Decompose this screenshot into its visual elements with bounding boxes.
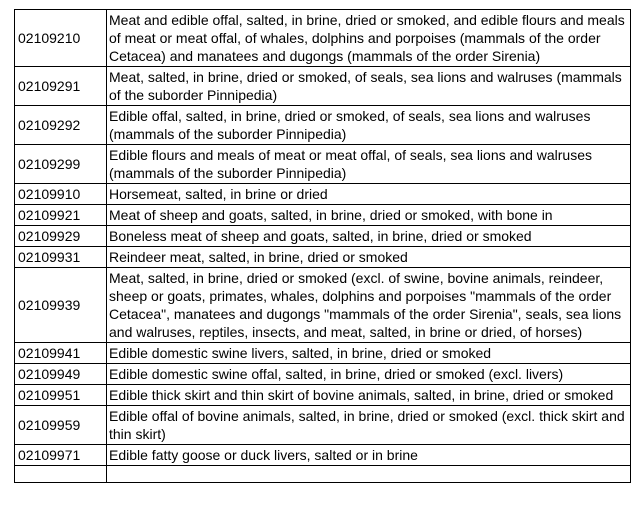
table-row xyxy=(15,145,631,184)
commodity-code: 02109292 xyxy=(15,106,107,145)
table-cell-empty xyxy=(107,466,631,483)
commodity-code: 02109941 xyxy=(15,343,107,364)
commodity-description: Meat, salted, in brine, dried or smoked, of seals, sea lions and walruses (mammals of the suborder Pinnipedia) xyxy=(107,67,631,106)
table-row xyxy=(15,406,631,445)
commodity-code: 02109931 xyxy=(15,247,107,268)
commodity-description: Meat, salted, in brine, dried or smoked (excl. of swine, bovine animals, reindeer, sheep or goats, primates, whales, dolphins and porpoises "mammals of the order Cetacea", manatees and dugongs "mammals of the order Sirenia", seals, sea lions and walruses, reptiles, insects, and meat, salted, in brine or dried, of horses) xyxy=(107,268,631,343)
commodity-code: 02109951 xyxy=(15,385,107,406)
commodity-code: 02109210 xyxy=(15,10,107,67)
commodity-description: Edible offal, salted, in brine, dried or smoked, of seals, sea lions and walruses (mammals of the suborder Pinnipedia) xyxy=(107,106,631,145)
commodity-description: Meat and edible offal, salted, in brine, dried or smoked, and edible flours and meals of meat or meat offal, of whales, dolphins and porpoises (mammals of the order Cetacea) and manatees and dugongs (mammals of the order Sirenia) xyxy=(107,10,631,67)
table-row-cut-off xyxy=(15,466,631,483)
table-row xyxy=(15,106,631,145)
commodity-code: 02109949 xyxy=(15,364,107,385)
commodity-code: 02109299 xyxy=(15,145,107,184)
table-row xyxy=(15,343,631,364)
commodity-code: 02109910 xyxy=(15,184,107,205)
commodity-code: 02109291 xyxy=(15,67,107,106)
commodity-code-table xyxy=(14,9,631,483)
table-row xyxy=(15,226,631,247)
commodity-description: Edible domestic swine livers, salted, in brine, dried or smoked xyxy=(107,343,631,364)
commodity-code: 02109921 xyxy=(15,205,107,226)
document-page xyxy=(14,9,630,483)
table-row xyxy=(15,67,631,106)
table-row xyxy=(15,385,631,406)
table-row xyxy=(15,184,631,205)
commodity-description: Edible thick skirt and thin skirt of bovine animals, salted, in brine, dried or smoked xyxy=(107,385,631,406)
table-row xyxy=(15,247,631,268)
table-cell-empty xyxy=(15,466,107,483)
commodity-description: Boneless meat of sheep and goats, salted, in brine, dried or smoked xyxy=(107,226,631,247)
commodity-code: 02109939 xyxy=(15,268,107,343)
table-row xyxy=(15,268,631,343)
commodity-description: Reindeer meat, salted, in brine, dried or smoked xyxy=(107,247,631,268)
table-row xyxy=(15,364,631,385)
commodity-code: 02109929 xyxy=(15,226,107,247)
commodity-code: 02109971 xyxy=(15,445,107,466)
table-row xyxy=(15,10,631,67)
commodity-description: Edible fatty goose or duck livers, salted or in brine xyxy=(107,445,631,466)
commodity-description: Edible domestic swine offal, salted, in brine, dried or smoked (excl. livers) xyxy=(107,364,631,385)
commodity-description: Meat of sheep and goats, salted, in brine, dried or smoked, with bone in xyxy=(107,205,631,226)
commodity-code: 02109959 xyxy=(15,406,107,445)
table-row xyxy=(15,205,631,226)
commodity-description: Horsemeat, salted, in brine or dried xyxy=(107,184,631,205)
commodity-description: Edible offal of bovine animals, salted, in brine, dried or smoked (excl. thick skirt and thin skirt) xyxy=(107,406,631,445)
table-row xyxy=(15,445,631,466)
commodity-description: Edible flours and meals of meat or meat offal, of seals, sea lions and walruses (mammals of the suborder Pinnipedia) xyxy=(107,145,631,184)
